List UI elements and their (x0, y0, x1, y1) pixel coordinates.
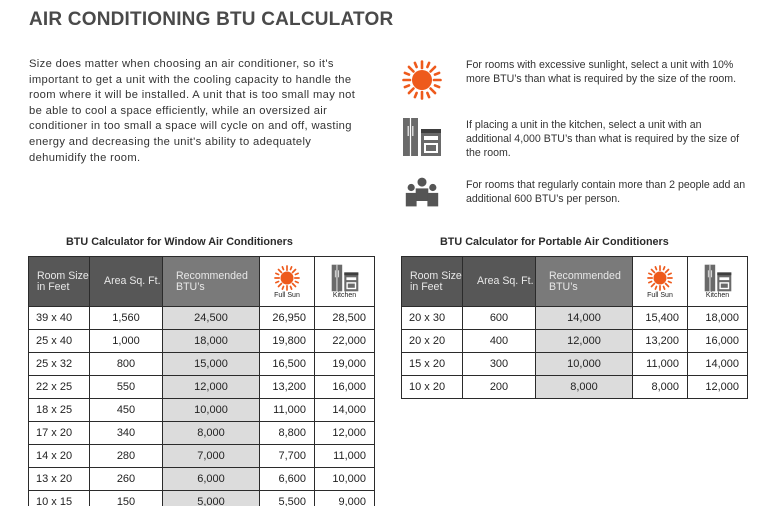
cell-recommended-btu: 10,000 (163, 399, 260, 422)
cell-room-size: 15 x 20 (402, 353, 463, 376)
cell-room-size: 25 x 32 (29, 353, 90, 376)
kitchen-appliance-icon (704, 264, 732, 292)
icon-label: Full Sun (647, 292, 673, 299)
portable-table-title: BTU Calculator for Portable Air Conditioners (440, 236, 669, 248)
cell-kitchen-btu: 12,000 (688, 376, 748, 399)
cell-area: 150 (90, 491, 163, 506)
tip-people-text: For rooms that regularly contain more than 2 people add an additional 600 BTU’s per person. (466, 179, 746, 205)
cell-recommended-btu: 8,000 (163, 422, 260, 445)
cell-room-size: 39 x 40 (29, 307, 90, 330)
cell-kitchen-btu: 10,000 (315, 468, 375, 491)
page-title: AIR CONDITIONING BTU CALCULATOR (29, 9, 394, 30)
sun-icon (647, 264, 673, 292)
tip-sun (402, 58, 747, 102)
table-row (29, 445, 375, 468)
table-row (402, 353, 748, 376)
cell-area: 800 (90, 353, 163, 376)
cell-area: 260 (90, 468, 163, 491)
cell-recommended-btu: 7,000 (163, 445, 260, 468)
kitchen-appliance-icon (402, 115, 442, 159)
cell-full-sun-btu: 13,200 (260, 376, 315, 399)
window-table-title: BTU Calculator for Window Air Conditioners (66, 236, 293, 248)
cell-full-sun-btu: 8,000 (633, 376, 688, 399)
intro-paragraph: Size does matter when choosing an air conditioner, so it's important to get a unit with the cooling capacity to handle the room where it will be installed. A unit that is too small may not be able to cool a space efficiently, while an oversized air conditioner in too small a space will cycle on and off, wasting energy and decreasing the unit's ability to adequately dehumidify the room. (29, 58, 356, 164)
people-icon (402, 172, 442, 216)
cell-full-sun-btu: 7,700 (260, 445, 315, 468)
cell-recommended-btu: 5,000 (163, 491, 260, 506)
cell-kitchen-btu: 14,000 (688, 353, 748, 376)
header-area (90, 257, 163, 307)
header-recommended (163, 257, 260, 307)
cell-kitchen-btu: 16,000 (688, 330, 748, 353)
cell-full-sun-btu: 19,800 (260, 330, 315, 353)
header-label: Recommended BTU’s (549, 269, 621, 293)
cell-area: 1,560 (90, 307, 163, 330)
cell-room-size: 18 x 25 (29, 399, 90, 422)
header-kitchen (315, 257, 375, 307)
cell-full-sun-btu: 11,000 (260, 399, 315, 422)
cell-full-sun-btu: 26,950 (260, 307, 315, 330)
cell-area: 550 (90, 376, 163, 399)
cell-kitchen-btu: 22,000 (315, 330, 375, 353)
cell-recommended-btu: 15,000 (163, 353, 260, 376)
table-row (29, 376, 375, 399)
cell-recommended-btu: 8,000 (536, 376, 633, 399)
cell-area: 280 (90, 445, 163, 468)
header-label: Area Sq. Ft. (477, 275, 534, 288)
cell-recommended-btu: 18,000 (163, 330, 260, 353)
table-row (29, 353, 375, 376)
cell-room-size: 14 x 20 (29, 445, 90, 468)
header-area (463, 257, 536, 307)
sun-icon (274, 264, 300, 292)
table-row (29, 330, 375, 353)
portable-btu-table (401, 256, 748, 399)
cell-full-sun-btu: 5,500 (260, 491, 315, 506)
table-row (29, 422, 375, 445)
table-row (402, 307, 748, 330)
window-btu-table (28, 256, 375, 506)
header-kitchen (688, 257, 748, 307)
cell-kitchen-btu: 9,000 (315, 491, 375, 506)
cell-recommended-btu: 12,000 (536, 330, 633, 353)
cell-area: 450 (90, 399, 163, 422)
cell-full-sun-btu: 15,400 (633, 307, 688, 330)
cell-area: 400 (463, 330, 536, 353)
header-recommended (536, 257, 633, 307)
cell-room-size: 13 x 20 (29, 468, 90, 491)
cell-area: 1,000 (90, 330, 163, 353)
table-row (29, 399, 375, 422)
table-row (402, 376, 748, 399)
tip-kitchen (402, 115, 747, 159)
cell-room-size: 22 x 25 (29, 376, 90, 399)
table-row (29, 491, 375, 506)
sun-icon (402, 58, 442, 102)
cell-full-sun-btu: 11,000 (633, 353, 688, 376)
header-label: Area Sq. Ft. (104, 275, 161, 288)
cell-room-size: 10 x 15 (29, 491, 90, 506)
cell-kitchen-btu: 12,000 (315, 422, 375, 445)
kitchen-appliance-icon (331, 264, 359, 292)
table-row (29, 468, 375, 491)
cell-room-size: 20 x 20 (402, 330, 463, 353)
cell-area: 600 (463, 307, 536, 330)
header-label: Recommended BTU’s (176, 269, 248, 293)
cell-recommended-btu: 10,000 (536, 353, 633, 376)
table-row (402, 330, 748, 353)
header-label: Room Size in Feet (37, 269, 89, 293)
header-room-size (402, 257, 463, 307)
cell-recommended-btu: 12,000 (163, 376, 260, 399)
cell-kitchen-btu: 19,000 (315, 353, 375, 376)
cell-kitchen-btu: 18,000 (688, 307, 748, 330)
header-full-sun (260, 257, 315, 307)
cell-recommended-btu: 6,000 (163, 468, 260, 491)
cell-kitchen-btu: 28,500 (315, 307, 375, 330)
cell-room-size: 17 x 20 (29, 422, 90, 445)
icon-label: Kitchen (705, 292, 730, 299)
cell-kitchen-btu: 16,000 (315, 376, 375, 399)
table-row (29, 307, 375, 330)
icon-label: Kitchen (332, 292, 357, 299)
cell-room-size: 25 x 40 (29, 330, 90, 353)
cell-full-sun-btu: 6,600 (260, 468, 315, 491)
tip-sun-text: For rooms with excessive sunlight, select a unit with 10% more BTU’s than what is required by the size of the room. (466, 59, 737, 85)
cell-recommended-btu: 24,500 (163, 307, 260, 330)
cell-room-size: 10 x 20 (402, 376, 463, 399)
header-label: Room Size in Feet (410, 269, 462, 293)
cell-full-sun-btu: 8,800 (260, 422, 315, 445)
cell-full-sun-btu: 13,200 (633, 330, 688, 353)
cell-full-sun-btu: 16,500 (260, 353, 315, 376)
cell-area: 200 (463, 376, 536, 399)
cell-area: 300 (463, 353, 536, 376)
icon-label: Full Sun (274, 292, 300, 299)
cell-kitchen-btu: 11,000 (315, 445, 375, 468)
header-room-size (29, 257, 90, 307)
cell-recommended-btu: 14,000 (536, 307, 633, 330)
header-full-sun (633, 257, 688, 307)
tip-people (402, 172, 747, 216)
cell-room-size: 20 x 30 (402, 307, 463, 330)
cell-kitchen-btu: 14,000 (315, 399, 375, 422)
cell-area: 340 (90, 422, 163, 445)
tip-kitchen-text: If placing a unit in the kitchen, select a unit with an additional 4,000 BTU’s than what is required by the size of the room. (466, 119, 740, 159)
